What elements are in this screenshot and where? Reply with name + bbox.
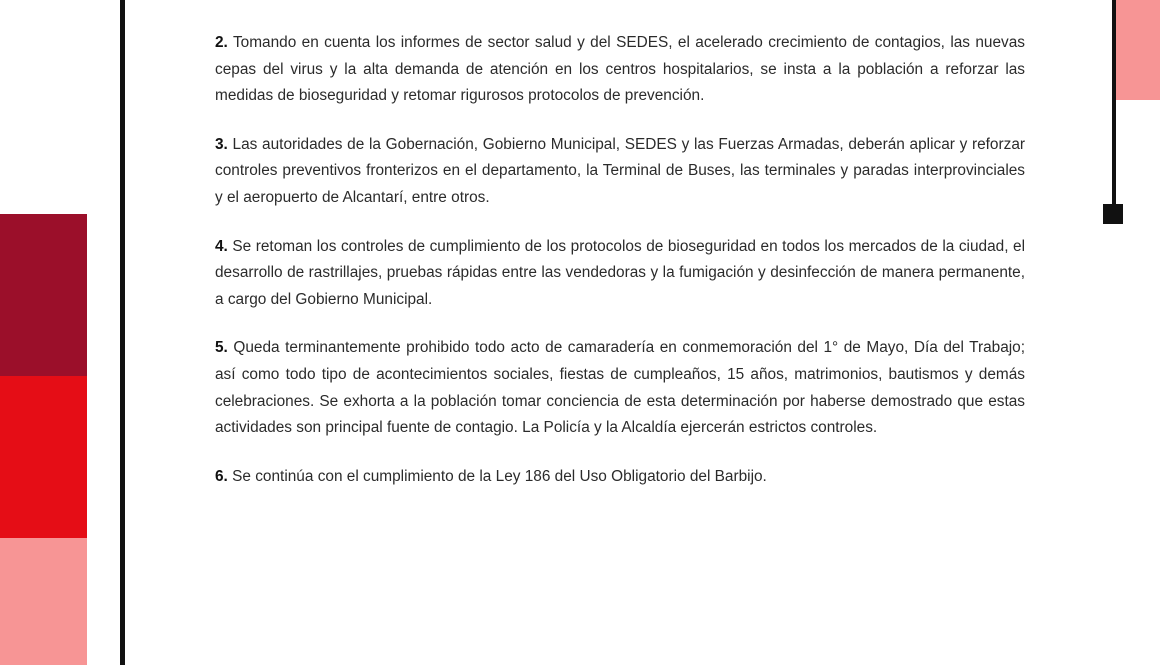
paragraph-number: 3. — [215, 135, 228, 153]
paragraph-text: Se continúa con el cumplimiento de la Ley 186 del Uso Obligatorio del Barbijo. — [232, 467, 767, 485]
paragraph-number: 2. — [215, 34, 228, 51]
frame-right-square — [1103, 204, 1123, 224]
frame-left-line — [120, 0, 125, 665]
paragraph-2 — [215, 30, 1025, 110]
paragraph-number: 4. — [215, 237, 228, 255]
paragraph-text: Las autoridades de la Gobernación, Gobierno Municipal, SEDES y las Fuerzas Armadas, deberán aplicar y reforzar controles preventivos fronterizos en el departamento, la Terminal de Buses, las terminales y paradas interprovinciales y el aeropuerto de Alcantarí, entre otros. — [215, 135, 1026, 206]
paragraph-4 — [215, 234, 1025, 314]
document-body — [215, 30, 1025, 512]
paragraph-text: Se retoman los controles de cumplimiento de los protocolos de bioseguridad en todos los mercados de la ciudad, el desarrollo de rastrillajes, pruebas rápidas entre las vendedoras y la fumigación y desinfección de manera permanente, a cargo del Gobierno Municipal. — [215, 237, 1025, 308]
paragraph-6 — [215, 464, 1025, 491]
decor-bar-dark-red — [0, 214, 87, 376]
paragraph-number: 5. — [215, 339, 228, 357]
paragraph-number: 6. — [215, 467, 228, 485]
paragraph-3 — [215, 132, 1025, 212]
paragraph-text: Tomando en cuenta los informes de sector salud y del SEDES, el acelerado crecimiento de contagios, las nuevas cepas del virus y la alta demanda de atención en los centros hospitalarios, se insta a la población a reforzar las medidas de bioseguridad y retomar rigurosos protocolos de prevención. — [215, 34, 1025, 105]
paragraph-5 — [215, 335, 1025, 441]
decor-bar-pink-right — [1116, 0, 1160, 100]
paragraph-text: Queda terminantemente prohibido todo acto de camaradería en conmemoración del 1° de Mayo, Día del Trabajo; así como todo tipo de acontecimientos sociales, fiestas de cumpleaños, 15 años, matrimonios, bautismos y demás celebraciones. Se exhorta a la población tomar conciencia de esta determinación por haberse demostrado que estas actividades son principal fuente de contagio. La Policía y la Alcaldía ejercerán estrictos controles. — [215, 339, 1026, 437]
decor-bar-pink — [0, 538, 87, 665]
decor-bar-red — [0, 376, 87, 538]
